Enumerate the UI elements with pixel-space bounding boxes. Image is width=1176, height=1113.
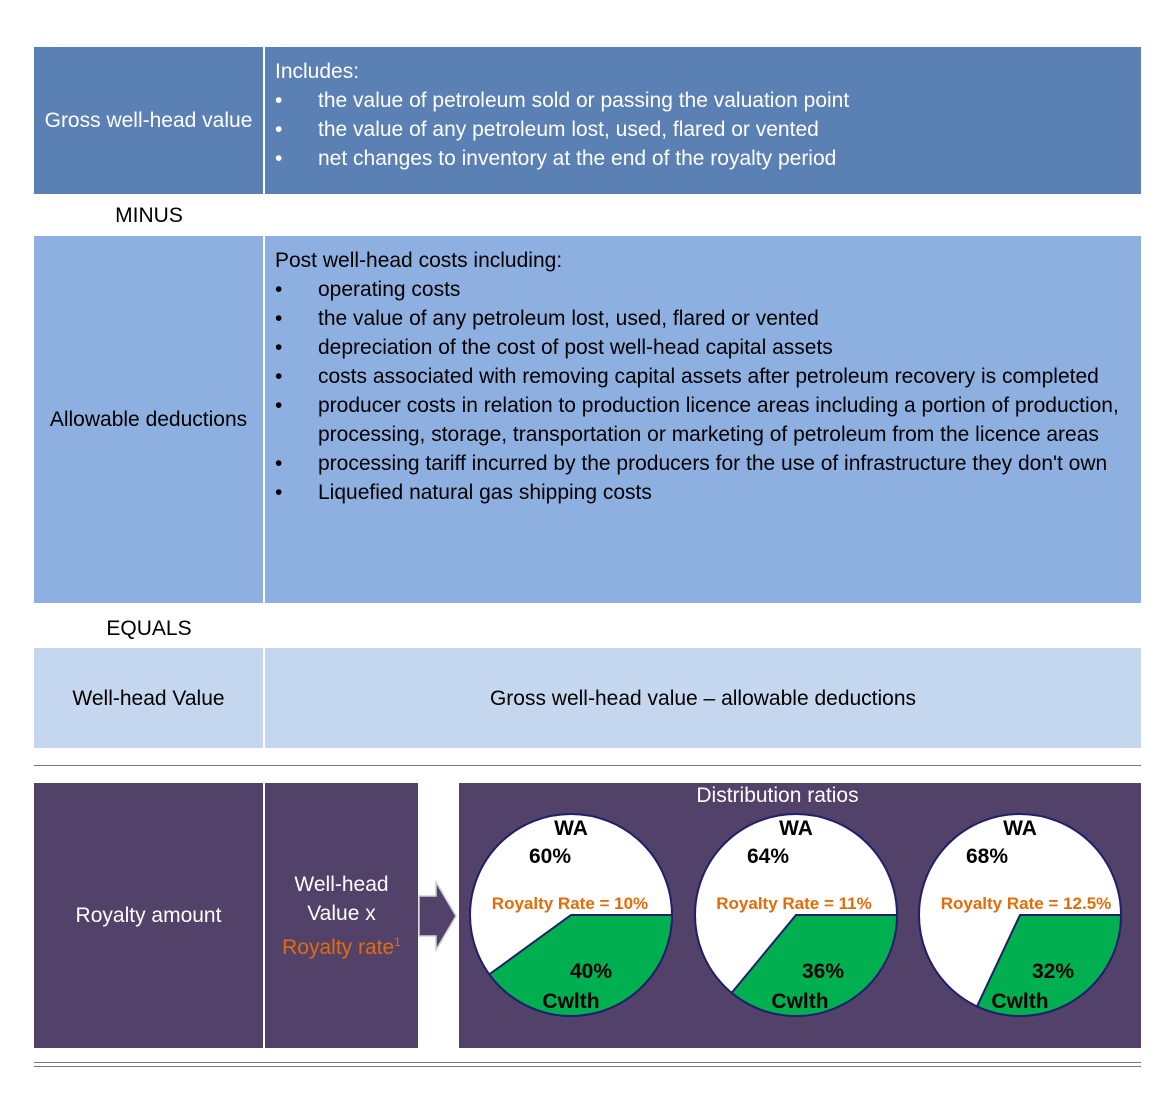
pie-rate-label: Royalty Rate = 11% <box>716 894 872 913</box>
pie-cwlth-label: Cwlth <box>771 990 829 1013</box>
list-item <box>275 478 1129 507</box>
distribution-panel <box>459 783 1141 1048</box>
bullet-icon: • <box>275 307 283 330</box>
royalty-formula-line2: Value x <box>307 901 376 925</box>
allowable-deductions-label: Allowable deductions <box>49 408 248 431</box>
list-item-text: operating costs <box>318 278 461 301</box>
list-item <box>275 275 1129 304</box>
list-item <box>275 115 1129 144</box>
gross-wellhead-intro: Includes: <box>275 60 360 83</box>
arrow-right-icon <box>418 880 458 952</box>
list-item-text: the value of petroleum sold or passing the valuation point <box>318 89 850 112</box>
distribution-pies <box>459 783 1141 1048</box>
gross-wellhead-label-cell <box>34 47 263 194</box>
allowable-deductions-label-cell <box>34 236 263 603</box>
pie-chart <box>919 814 1121 1016</box>
list-item <box>275 86 1129 115</box>
royalty-formula-cell <box>265 783 418 1048</box>
pie-cwlth-pct: 40% <box>569 960 613 983</box>
pie-wa-pct: 64% <box>746 845 790 868</box>
list-item-text: processing tariff incurred by the producers for the use of infrastructure they don't own <box>318 452 1108 475</box>
bullet-icon: • <box>275 336 283 359</box>
pie-rate-label: Royalty Rate = 10% <box>491 894 649 913</box>
bottom-rule-2 <box>34 1066 1141 1067</box>
bullet-icon: • <box>275 452 283 475</box>
pie-cwlth-label: Cwlth <box>991 990 1049 1013</box>
allowable-deductions-intro: Post well-head costs including: <box>275 249 563 272</box>
list-item <box>275 362 1129 391</box>
section-divider <box>34 765 1141 766</box>
pie-wa-label: WA <box>1003 817 1037 840</box>
bullet-icon: • <box>275 89 283 112</box>
list-item <box>275 391 1129 449</box>
list-item-text: depreciation of the cost of post well-head capital assets <box>318 336 833 359</box>
royalty-amount-label-cell <box>34 783 263 1048</box>
pie-wa-label: WA <box>554 817 588 840</box>
allowable-deductions-list <box>275 275 1129 507</box>
pie-cwlth-label: Cwlth <box>542 990 600 1013</box>
gross-wellhead-list <box>275 86 1129 173</box>
royalty-formula <box>282 870 401 962</box>
list-item <box>275 304 1129 333</box>
royalty-rate-text: Royalty rate <box>282 935 395 959</box>
list-item-text: the value of any petroleum lost, used, flared or vented <box>318 307 819 330</box>
royalty-rate-footnote: 1 <box>394 934 401 949</box>
allowable-deductions-detail-cell <box>265 236 1141 603</box>
pie-cwlth-pct: 36% <box>801 960 845 983</box>
list-item-text: producer costs in relation to production licence areas including a portion of production, processing, storage, transportation or marketing of petroleum from the licence areas <box>318 394 1119 446</box>
bullet-icon: • <box>275 481 283 504</box>
bullet-icon: • <box>275 394 283 417</box>
minus-label: MINUS <box>115 204 183 227</box>
pie-wa-pct: 68% <box>965 845 1009 868</box>
bullet-icon: • <box>275 118 283 141</box>
distribution-title: Distribution ratios <box>696 784 859 807</box>
list-item-text: Liquefied natural gas shipping costs <box>318 481 652 504</box>
pie-cwlth-pct: 32% <box>1031 960 1075 983</box>
list-item-text: net changes to inventory at the end of the royalty period <box>318 147 837 170</box>
bullet-icon: • <box>275 278 283 301</box>
bullet-icon: • <box>275 147 283 170</box>
wellhead-value-label: Well-head Value <box>72 686 225 710</box>
list-item-text: costs associated with removing capital assets after petroleum recovery is completed <box>318 365 1099 388</box>
gross-wellhead-detail-cell <box>265 47 1141 194</box>
royalty-amount-label: Royalty amount <box>75 904 222 927</box>
royalty-formula-rate-line <box>282 928 401 962</box>
gross-wellhead-label: Gross well-head value <box>44 109 253 132</box>
wellhead-value-formula-cell <box>265 648 1141 748</box>
wellhead-value-label-cell <box>34 648 263 748</box>
list-item <box>275 333 1129 362</box>
bottom-rule-1 <box>34 1062 1141 1063</box>
royalty-formula-line1: Well-head <box>294 872 389 896</box>
pie-rate-label: Royalty Rate = 12.5% <box>940 894 1112 913</box>
list-item <box>275 449 1129 478</box>
pie-wa-pct: 60% <box>528 845 572 868</box>
equals-label: EQUALS <box>106 617 192 640</box>
pie-chart <box>695 814 897 1016</box>
wellhead-value-formula: Gross well-head value – allowable deductions <box>489 686 917 710</box>
pie-wa-label: WA <box>779 817 813 840</box>
list-item-text: the value of any petroleum lost, used, flared or vented <box>318 118 819 141</box>
bullet-icon: • <box>275 365 283 388</box>
list-item <box>275 144 1129 173</box>
